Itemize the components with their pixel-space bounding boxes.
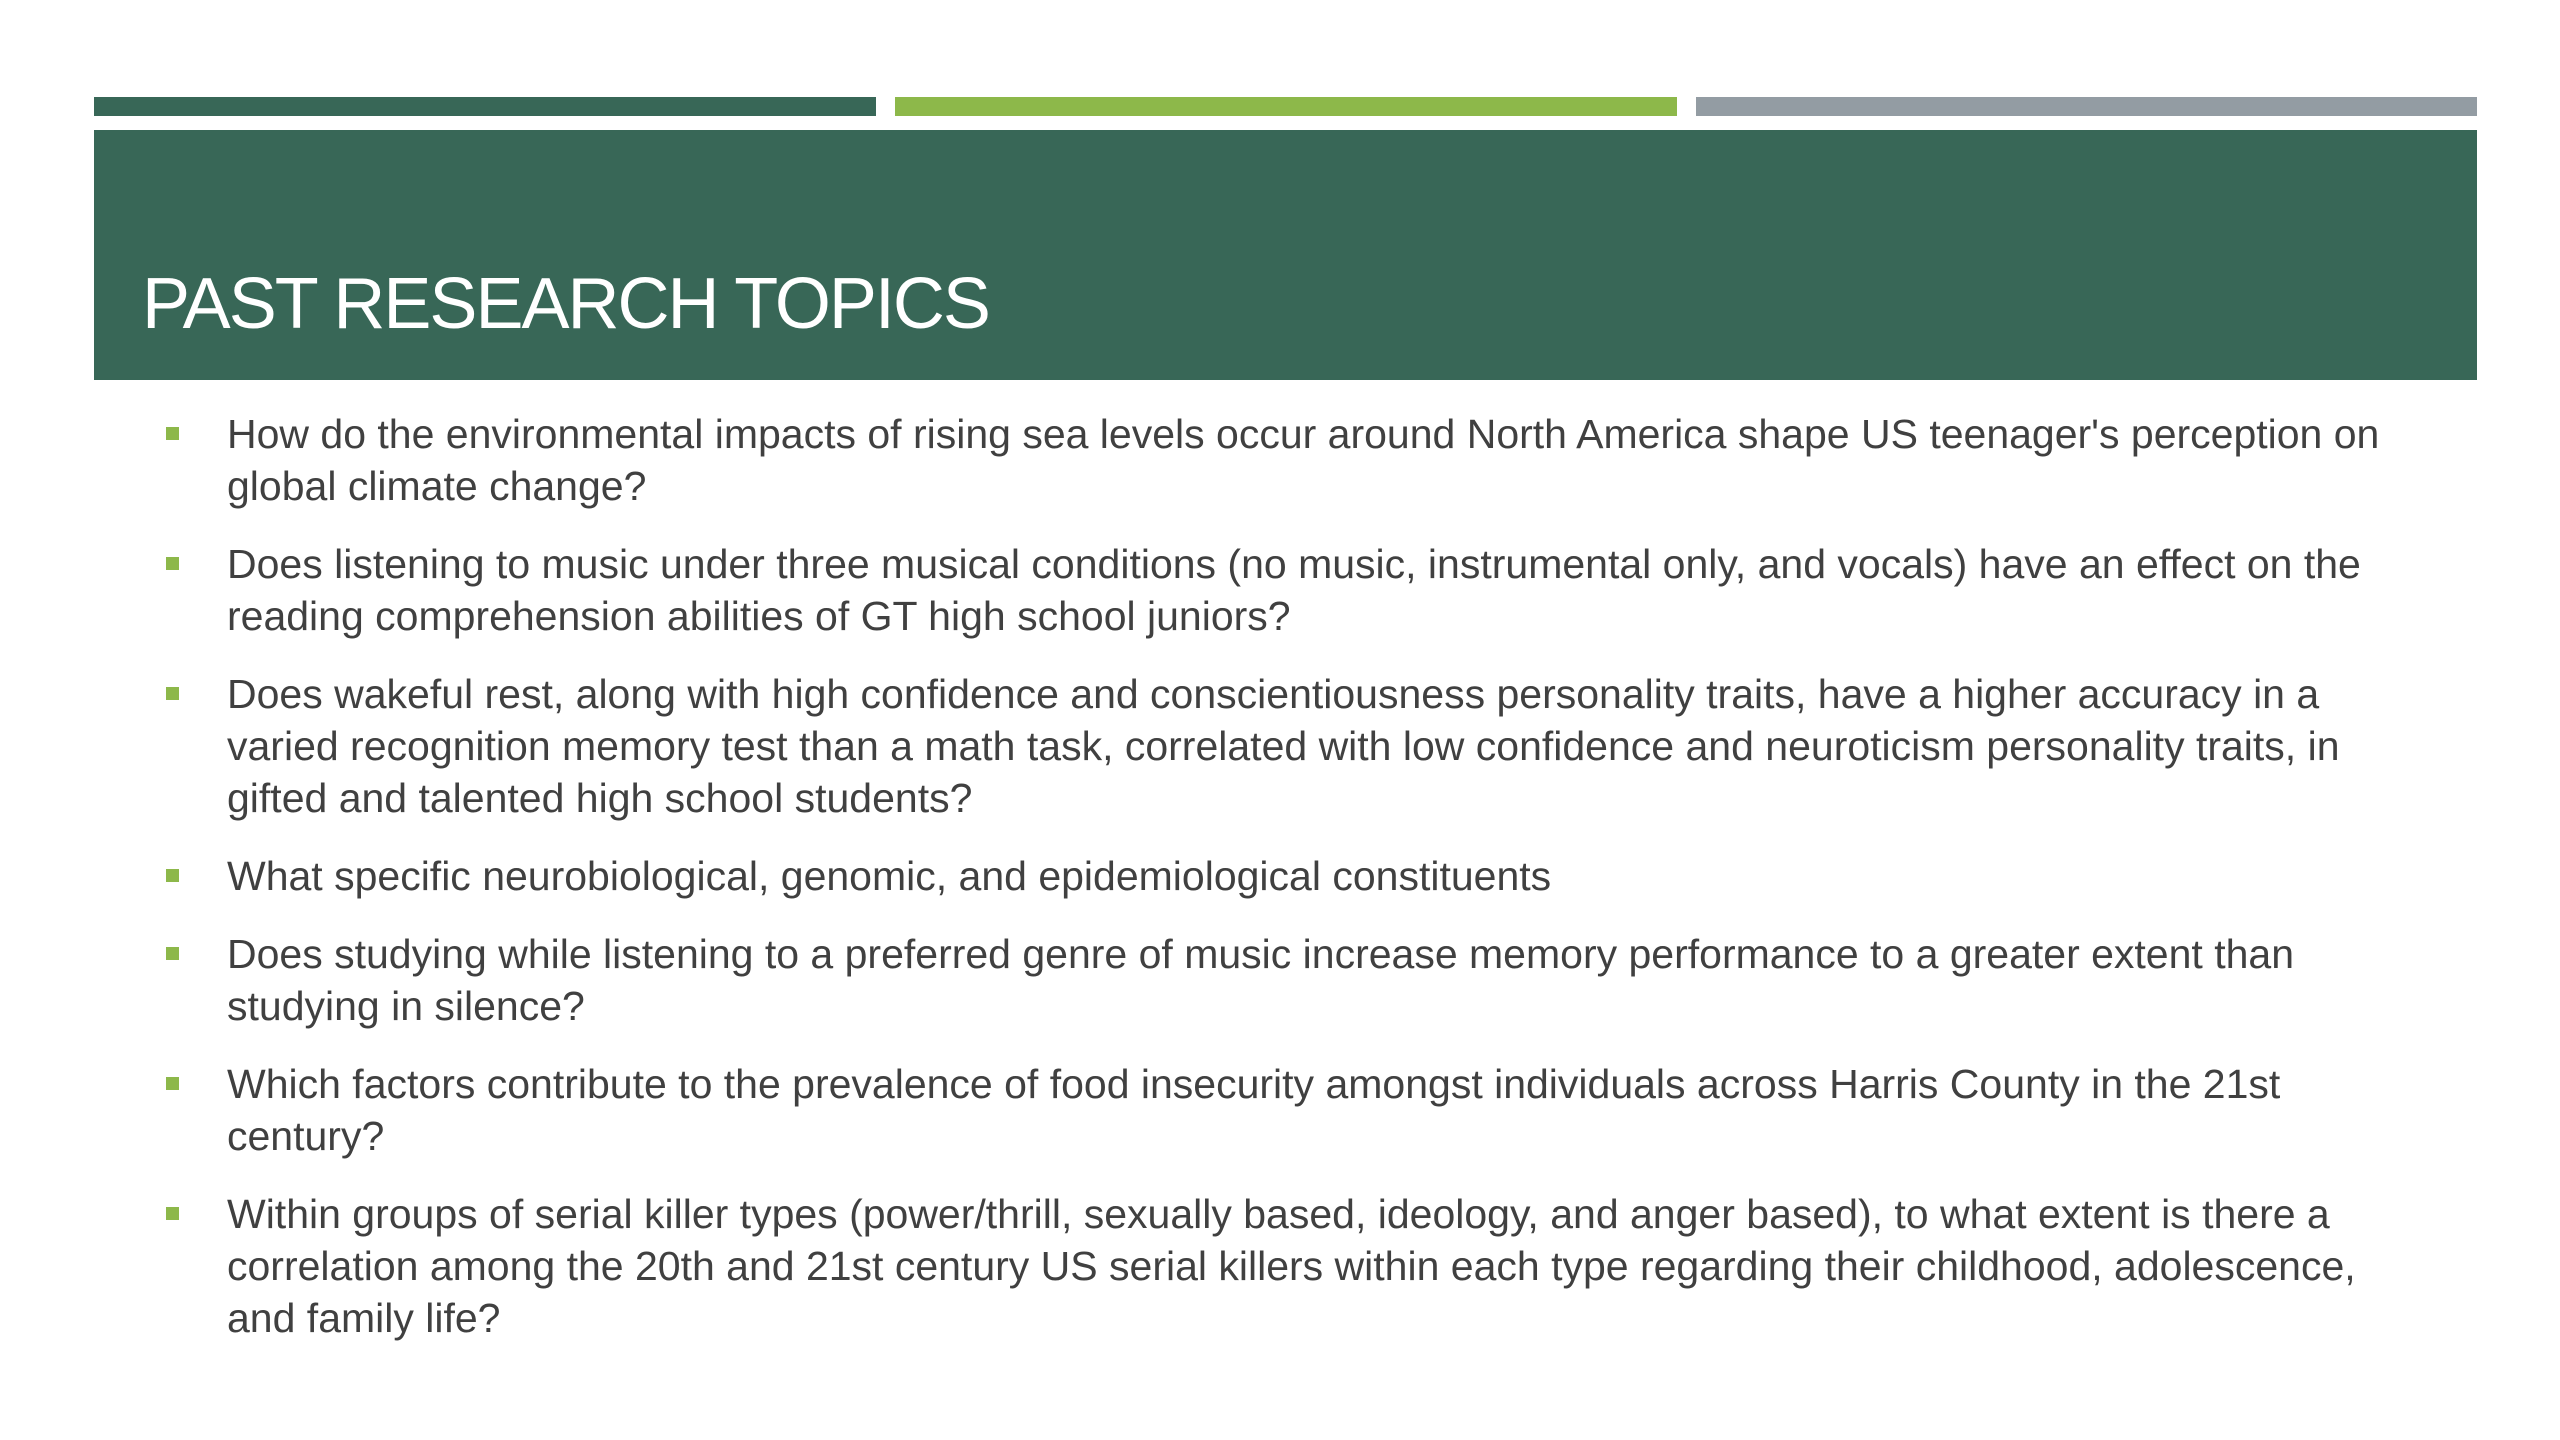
accent-bar-gray: [1696, 97, 2477, 116]
topic-list: [160, 408, 2400, 1370]
topic-text: What specific neurobiological, genomic, and epidemiological constituents: [227, 853, 1552, 899]
topic-text: How do the environmental impacts of rising sea levels occur around North America shape US teenager's perception on global climate change?: [227, 411, 2380, 509]
square-bullet-icon: [166, 427, 179, 440]
topic-text: Does studying while listening to a preferred genre of music increase memory performance to a greater extent than studying in silence?: [227, 931, 2294, 1029]
accent-bar-lime: [895, 97, 1677, 116]
square-bullet-icon: [166, 1207, 179, 1220]
topic-item: [160, 850, 2400, 902]
square-bullet-icon: [166, 947, 179, 960]
title-band: [94, 130, 2477, 380]
square-bullet-icon: [166, 1077, 179, 1090]
topic-item: [160, 1058, 2400, 1162]
topic-text: Within groups of serial killer types (power/thrill, sexually based, ideology, and anger based), to what extent is there a correlation among the 20th and 21st century US serial killers within each type regarding their childhood, adolescence, and family life?: [227, 1191, 2356, 1341]
topic-text: Which factors contribute to the prevalence of food insecurity amongst individuals across Harris County in the 21st century?: [227, 1061, 2281, 1159]
topic-item: [160, 668, 2400, 824]
topic-item: [160, 1188, 2400, 1344]
square-bullet-icon: [166, 687, 179, 700]
accent-bar-dark-green: [94, 97, 876, 116]
topic-item: [160, 408, 2400, 512]
topic-item: [160, 538, 2400, 642]
topic-text: Does listening to music under three musical conditions (no music, instrumental only, and vocals) have an effect on the reading comprehension abilities of GT high school juniors?: [227, 541, 2361, 639]
topic-text: Does wakeful rest, along with high confidence and conscientiousness personality traits, have a higher accuracy in a varied recognition memory test than a math task, correlated with low confidence and neuroticism personality traits, in gifted and talented high school students?: [227, 671, 2340, 821]
slide-title: PAST RESEARCH TOPICS: [142, 264, 989, 344]
square-bullet-icon: [166, 869, 179, 882]
topic-item: [160, 928, 2400, 1032]
square-bullet-icon: [166, 557, 179, 570]
